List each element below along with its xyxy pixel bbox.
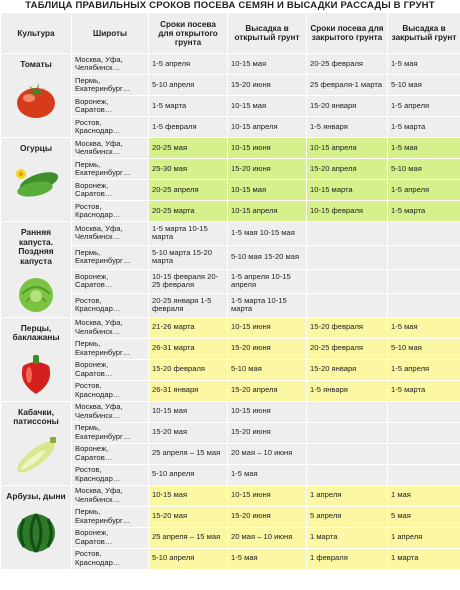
plant-closed-cell [388,246,460,269]
region-cell: Пермь, Екатеринбург… [72,159,148,179]
plant-open-cell: 10-15 июня [228,486,306,506]
sow-open-cell: 20-25 апреля [149,180,227,200]
region-cell: Воронеж, Саратов… [72,270,148,293]
region-cell: Воронеж, Саратов… [72,444,148,464]
plant-open-cell: 10-15 июня [228,402,306,422]
sow-open-cell: 15-20 мая [149,507,227,527]
sow-open-cell: 1-5 февраля [149,117,227,137]
table-row [1,486,460,506]
sow-closed-cell [307,294,387,317]
sow-closed-cell: 10-15 февраля [307,201,387,221]
table-body [1,54,460,569]
plant-closed-cell: 1-5 марта [388,117,460,137]
plant-open-cell: 1-5 марта 10-15 марта [228,294,306,317]
plant-closed-cell: 5-10 мая [388,159,460,179]
crop-cell [1,138,71,221]
crop-name: Огурцы [20,143,52,153]
plant-closed-cell: 1 мая [388,486,460,506]
plant-closed-cell: 1-5 марта [388,381,460,401]
sow-closed-cell [307,444,387,464]
header-sow-closed: Сроки посева для закрытого грунта [307,13,387,53]
sow-closed-cell [307,270,387,293]
plant-closed-cell [388,465,460,485]
sow-open-cell: 26-31 января [149,381,227,401]
sow-open-cell: 10-15 мая [149,486,227,506]
sow-closed-cell: 1 февраля [307,549,387,569]
sow-closed-cell [307,465,387,485]
sow-open-cell: 5-10 апреля [149,549,227,569]
table-row [1,54,460,74]
page-title: ТАБЛИЦА ПРАВИЛЬНЫХ СРОКОВ ПОСЕВА СЕМЯН И ВЫСАДКИ РАССАДЫ В ГРУНТ [25,0,435,11]
crop-name: Перцы, баклажаны [12,322,60,342]
plant-closed-cell [388,444,460,464]
sow-open-cell: 25 апреля – 15 мая [149,444,227,464]
region-cell: Ростов, Краснодар… [72,549,148,569]
region-cell: Москва, Уфа, Челябинск… [72,222,148,245]
sow-open-cell: 25 апреля – 15 мая [149,528,227,548]
crop-name: Арбузы, дыни [6,490,66,501]
sow-closed-cell: 15-20 февраля [307,318,387,338]
plant-open-cell: 15-20 июня [228,159,306,179]
region-cell: Пермь, Екатеринбург… [72,246,148,269]
plant-open-cell: 20 мая – 10 июня [228,444,306,464]
sow-open-cell: 5-10 апреля [149,75,227,95]
plant-open-cell: 15-20 июня [228,507,306,527]
region-cell: Воронеж, Саратов… [72,528,148,548]
sow-open-cell: 21-26 марта [149,318,227,338]
plant-open-cell: 10-15 мая [228,96,306,116]
plant-closed-cell: 5-10 мая [388,339,460,359]
sow-open-cell: 5-10 марта 15-20 марта [149,246,227,269]
region-cell: Москва, Уфа, Челябинск… [72,318,148,338]
sow-open-cell: 26-31 марта [149,339,227,359]
plant-open-cell: 10-15 апреля [228,201,306,221]
sow-closed-cell: 10-15 марта [307,180,387,200]
plant-closed-cell: 1-5 апреля [388,360,460,380]
region-cell: Воронеж, Саратов… [72,180,148,200]
region-cell: Ростов, Краснодар… [72,381,148,401]
region-cell: Ростов, Краснодар… [72,294,148,317]
crop-cell [1,54,71,137]
sow-open-cell: 20-25 мая [149,138,227,158]
plant-open-cell: 1-5 мая [228,549,306,569]
sow-closed-cell [307,222,387,245]
tomato-icon [4,78,68,123]
header-row [1,13,460,53]
plant-open-cell: 20 мая – 10 июня [228,528,306,548]
plant-open-cell: 15-20 апреля [228,381,306,401]
plant-closed-cell: 1 апреля [388,528,460,548]
plant-closed-cell [388,423,460,443]
sow-closed-cell: 1 марта [307,528,387,548]
plant-closed-cell: 1 марта [388,549,460,569]
sow-open-cell: 10-15 мая [149,402,227,422]
sow-closed-cell: 10-15 апреля [307,138,387,158]
header-latitude: Широты [72,13,148,53]
plant-closed-cell: 1-5 апреля [388,180,460,200]
sow-closed-cell: 1-5 января [307,381,387,401]
table-row [1,138,460,158]
region-cell: Ростов, Краснодар… [72,201,148,221]
plant-open-cell: 10-15 июня [228,318,306,338]
sow-closed-cell: 1-5 января [307,117,387,137]
crop-cell [1,486,71,569]
sow-closed-cell: 15-20 января [307,96,387,116]
plant-open-cell: 5-10 мая 15-20 мая [228,246,306,269]
table-row [1,318,460,338]
plant-open-cell: 15-20 июня [228,339,306,359]
plant-open-cell: 5-10 мая [228,360,306,380]
sow-open-cell: 1-5 марта [149,96,227,116]
plant-open-cell: 15-20 июня [228,75,306,95]
plant-closed-cell: 1-5 мая [388,138,460,158]
sow-closed-cell: 1 апреля [307,486,387,506]
header-plant-closed: Высадка в закрытый грунт [388,13,460,53]
region-cell: Пермь, Екатеринбург… [72,75,148,95]
sow-closed-cell [307,402,387,422]
plant-closed-cell [388,270,460,293]
plant-open-cell: 1-5 мая 10-15 мая [228,222,306,245]
sow-open-cell: 1-5 апреля [149,54,227,74]
sow-closed-cell: 25 февраля-1 марта [307,75,387,95]
crop-cell [1,222,71,317]
sow-open-cell: 1-5 марта 10-15 марта [149,222,227,245]
zucchini-icon [4,435,68,482]
sow-open-cell: 20-25 марта [149,201,227,221]
plant-open-cell: 10-15 мая [228,54,306,74]
crop-cell [1,318,71,401]
plant-closed-cell [388,402,460,422]
region-cell: Ростов, Краснодар… [72,465,148,485]
region-cell: Пермь, Екатеринбург… [72,507,148,527]
plant-closed-cell: 5-10 мая [388,75,460,95]
sow-closed-cell: 15-20 апреля [307,159,387,179]
sow-open-cell: 5-10 апреля [149,465,227,485]
sow-open-cell: 20-25 января 1-5 февраля [149,294,227,317]
region-cell: Москва, Уфа, Челябинск… [72,402,148,422]
plant-open-cell: 10-15 апреля [228,117,306,137]
pepper-icon [4,351,68,400]
region-cell: Пермь, Екатеринбург… [72,339,148,359]
crop-name: Ранняя капуста. Поздняя капуста [18,227,54,266]
plant-closed-cell: 1-5 мая [388,54,460,74]
region-cell: Пермь, Екатеринбург… [72,423,148,443]
plant-closed-cell: 1-5 мая [388,318,460,338]
region-cell: Москва, Уфа, Челябинск… [72,138,148,158]
plant-closed-cell [388,222,460,245]
sow-closed-cell: 20-25 февраля [307,339,387,359]
table-row [1,222,460,245]
sow-open-cell: 15-20 мая [149,423,227,443]
region-cell: Москва, Уфа, Челябинск… [72,486,148,506]
sow-open-cell: 10-15 февраля 20-25 февраля [149,270,227,293]
plant-open-cell: 15-20 июня [228,423,306,443]
region-cell: Москва, Уфа, Челябинск… [72,54,148,74]
crop-cell [1,402,71,485]
crop-name: Томаты [20,59,52,69]
header-crop: Культура [1,13,71,53]
sow-open-cell: 15-20 февраля [149,360,227,380]
plant-closed-cell [388,294,460,317]
table-row [1,402,460,422]
region-cell: Воронеж, Саратов… [72,96,148,116]
planting-table [0,12,460,570]
header-plant-open: Высадка в открытый грунт [228,13,306,53]
plant-closed-cell: 5 мая [388,507,460,527]
cucumber-icon [4,162,68,205]
plant-open-cell: 1-5 апреля 10-15 апреля [228,270,306,293]
sow-open-cell: 25-30 мая [149,159,227,179]
header-sow-open: Сроки посева для открытого грунта [149,13,227,53]
plant-closed-cell: 1-5 марта [388,201,460,221]
crop-name: Кабачки, патиссоны [13,406,59,426]
plant-open-cell: 10-15 июня [228,138,306,158]
sow-closed-cell [307,423,387,443]
plant-closed-cell: 1-5 апреля [388,96,460,116]
plant-open-cell: 1-5 мая [228,465,306,485]
plant-open-cell: 10-15 мая [228,180,306,200]
sow-closed-cell: 20-25 февраля [307,54,387,74]
watermelon-icon [4,509,68,558]
sow-closed-cell [307,246,387,269]
sow-closed-cell: 15-20 января [307,360,387,380]
region-cell: Воронеж, Саратов… [72,360,148,380]
region-cell: Ростов, Краснодар… [72,117,148,137]
cabbage-icon [4,274,68,317]
sow-closed-cell: 5 апреля [307,507,387,527]
